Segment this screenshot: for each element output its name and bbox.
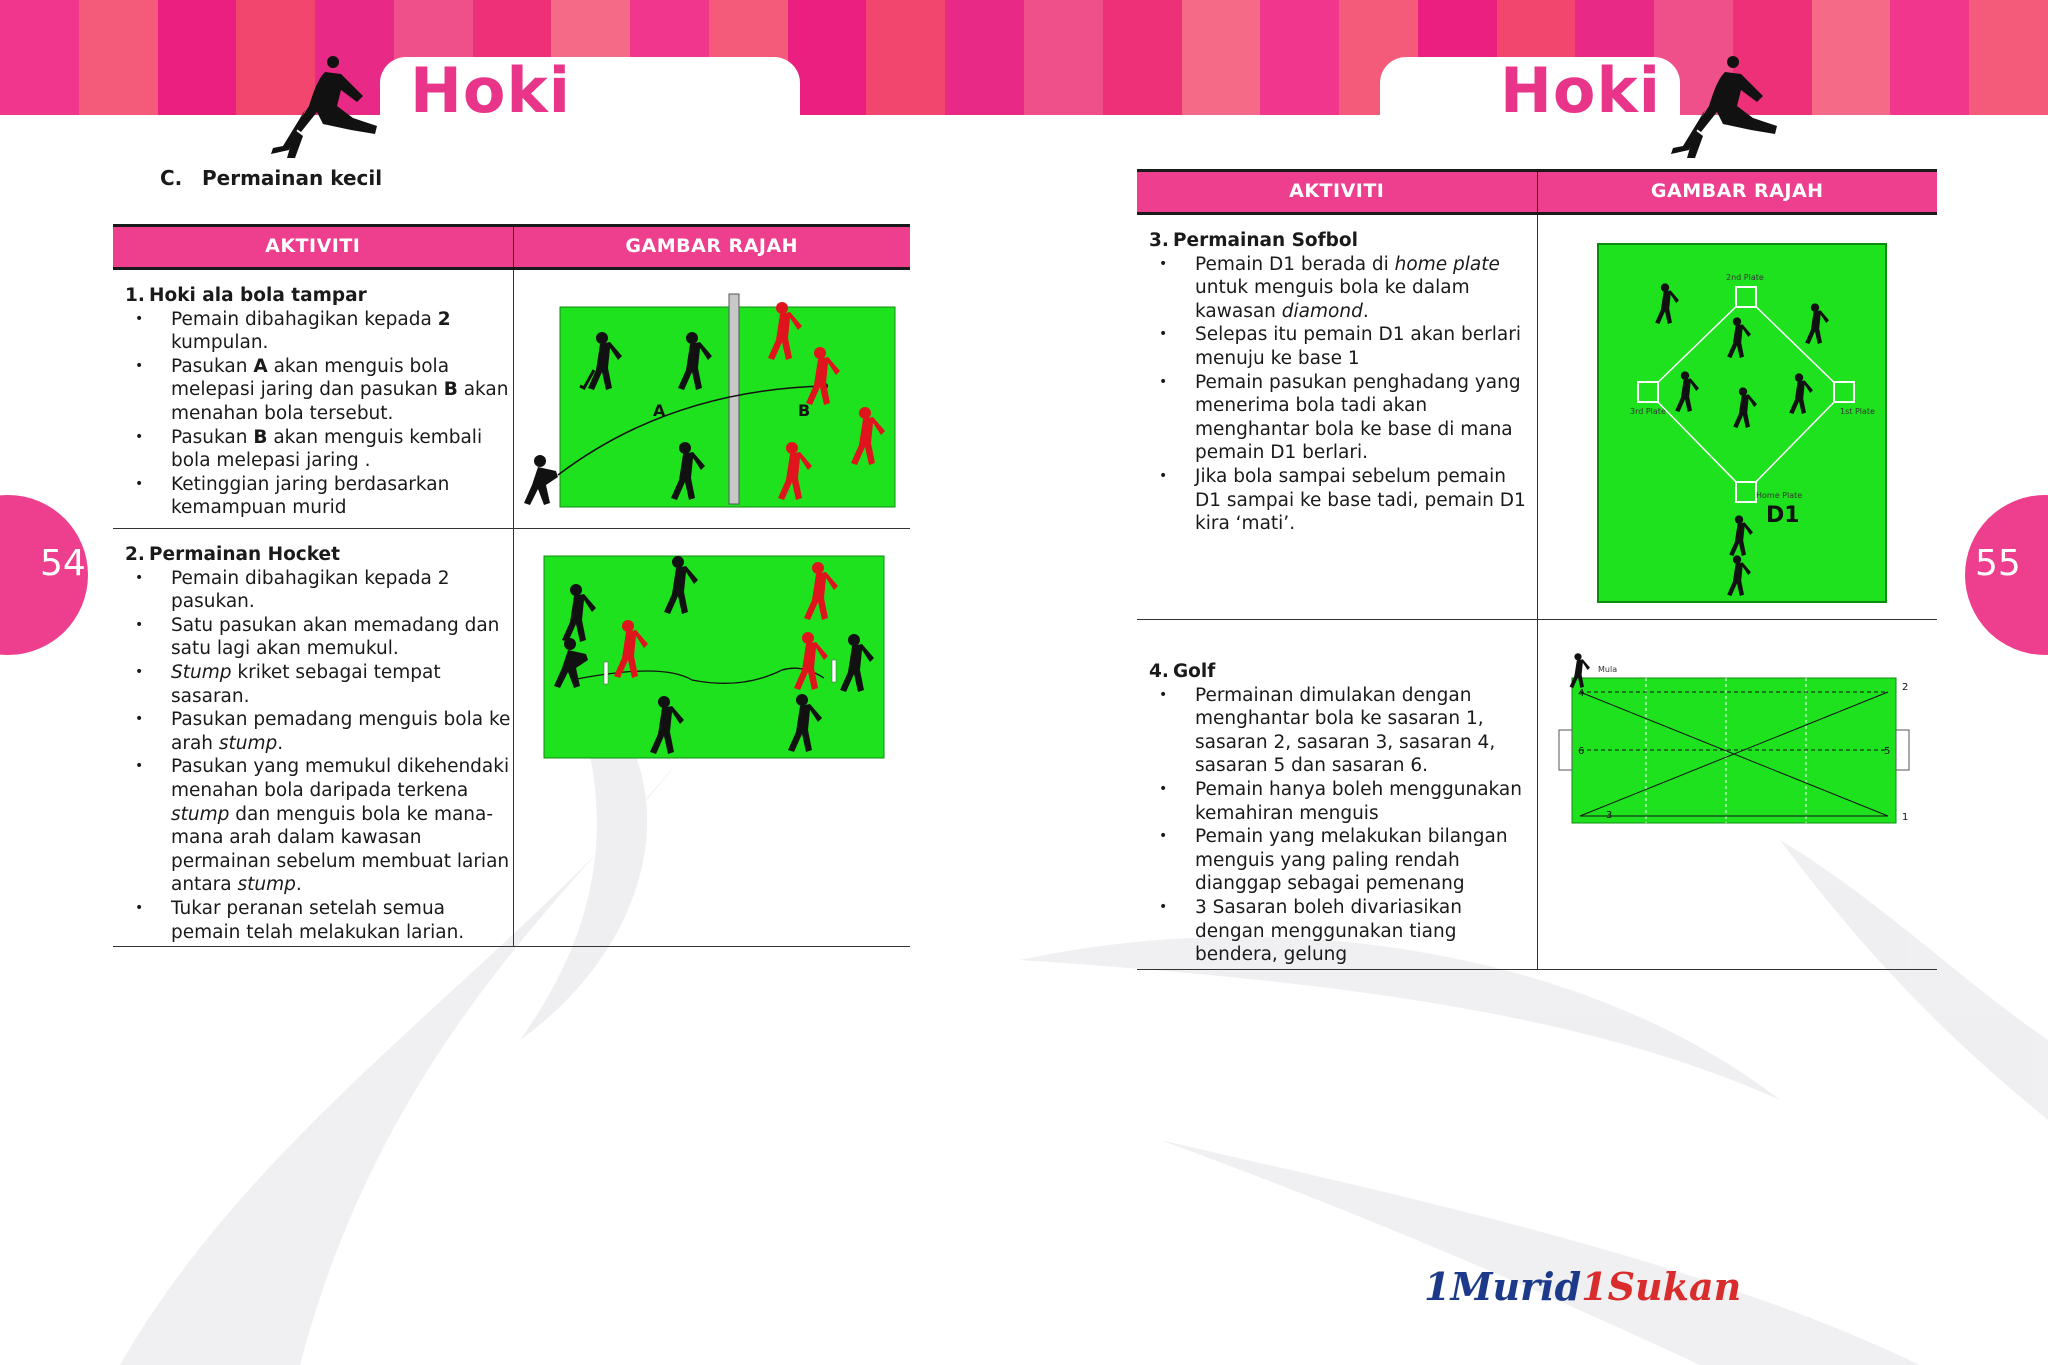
activity-title: 2. Permainan Hocket: [125, 544, 340, 565]
list-item: • 3 Sasaran boleh divariasikan dengan menggunakan tiang bendera, gelung: [1149, 896, 1537, 967]
header-stripe: [0, 0, 80, 115]
list-item: • Pemain dibahagikan kepada 2 kumpulan.: [125, 308, 513, 355]
section-letter: C.: [160, 166, 183, 190]
svg-text:6: 6: [1578, 746, 1585, 757]
activity-title: 1. Hoki ala bola tampar: [125, 285, 367, 306]
svg-text:1: 1: [1902, 812, 1909, 823]
header-stripe: [158, 0, 238, 115]
svg-text:3: 3: [1606, 810, 1613, 821]
header-gambar-rajah: GAMBAR RAJAH: [513, 226, 910, 269]
header-stripe: [79, 0, 159, 115]
start-label: Mula: [1598, 665, 1618, 674]
second-plate-label: 2nd Plate: [1726, 273, 1764, 282]
player-d1-label: D1: [1766, 503, 1800, 528]
activity-title: 3. Permainan Sofbol: [1149, 230, 1358, 251]
list-item: • Pemain D1 berada di home plate untuk menguis bola ke dalam kawasan diamond.: [1149, 253, 1537, 324]
header-stripe: [1812, 0, 1892, 115]
header-stripe: [1103, 0, 1183, 115]
golf-diagram: [1556, 650, 1916, 828]
list-item: • Pasukan B akan menguis kembali bola melepasi jaring .: [125, 426, 513, 473]
activity-title: 4. Golf: [1149, 661, 1216, 682]
svg-text:4: 4: [1578, 688, 1585, 699]
volleyball-hockey-diagram: [520, 290, 900, 515]
header-gambar-rajah: GAMBAR RAJAH: [1537, 171, 1937, 214]
list-item: • Pasukan pemadang menguis bola ke arah stump.: [125, 708, 513, 755]
activity-cell: [1137, 620, 1537, 970]
page-number-left: 54: [0, 495, 88, 655]
activity-points: [1149, 253, 1537, 536]
header-stripe: [1890, 0, 1970, 115]
list-item: • Pemain pasukan penghadang yang menerima bola tadi akan menghantar bola ke base di mana pemain D1 berlari.: [1149, 371, 1537, 465]
table-header-row: [1137, 171, 1937, 214]
list-item: • Pemain hanya boleh menggunakan kemahiran menguis: [1149, 778, 1537, 825]
list-item: • Pasukan yang memukul dikehendaki menahan bola daripada terkena stump dan menguis bola ke mana-mana arah dalam kawasan permainan sebelum membuat larian antara stump.: [125, 755, 513, 897]
header-aktiviti: AKTIVITI: [113, 226, 513, 269]
list-item: • Pemain yang melakukan bilangan menguis yang paling rendah dianggap sebagai pemenang: [1149, 825, 1537, 896]
first-plate-label: 1st Plate: [1840, 407, 1875, 416]
header-stripe: [1260, 0, 1340, 115]
activity-points: [1149, 684, 1537, 967]
list-item: • Ketinggian jaring berdasarkan kemampuan murid: [125, 473, 513, 520]
softball-diamond-diagram: [1596, 242, 1888, 604]
home-plate-label: Home Plate: [1756, 491, 1803, 500]
header-stripe: [1024, 0, 1104, 115]
list-item: • Tukar peranan setelah semua pemain telah melakukan larian.: [125, 897, 513, 944]
list-item: • Pemain dibahagikan kepada 2 pasukan.: [125, 567, 513, 614]
activity-cell: [113, 529, 513, 947]
hocket-diagram: [542, 552, 887, 762]
activity-cell: [1137, 214, 1537, 620]
list-item: • Satu pasukan akan memadang dan satu lagi akan memukul.: [125, 614, 513, 661]
section-heading: [160, 166, 382, 190]
list-item: • Selepas itu pemain D1 akan berlari menuju ke base 1: [1149, 323, 1537, 370]
list-item: • Permainan dimulakan dengan menghantar bola ke sasaran 1, sasaran 2, sasaran 3, sasaran 4, sasaran 5 dan sasaran 6.: [1149, 684, 1537, 778]
svg-text:2: 2: [1902, 682, 1909, 693]
hockey-player-logo-left: [265, 50, 385, 160]
page-title-right: Hoki: [1500, 54, 1661, 127]
table-header-row: [113, 226, 910, 269]
activity-cell: [113, 269, 513, 529]
hockey-player-logo-right: [1665, 50, 1785, 160]
page-title-left: Hoki: [410, 54, 571, 127]
activity-points: [125, 567, 513, 945]
header-stripe: [866, 0, 946, 115]
list-item: • Stump kriket sebagai tempat sasaran.: [125, 661, 513, 708]
team-a-label: A: [653, 401, 666, 420]
header-stripe: [945, 0, 1025, 115]
activity-points: [125, 308, 513, 520]
svg-text:5: 5: [1884, 746, 1891, 757]
third-plate-label: 3rd Plate: [1630, 407, 1666, 416]
page-number-right: 55: [1965, 495, 2048, 655]
header-aktiviti: AKTIVITI: [1137, 171, 1537, 214]
list-item: • Pasukan A akan menguis bola melepasi jaring dan pasukan B akan menahan bola tersebut.: [125, 355, 513, 426]
header-stripe: [1969, 0, 2048, 115]
header-stripe: [1182, 0, 1262, 115]
list-item: • Jika bola sampai sebelum pemain D1 sampai ke base tadi, pemain D1 kira ‘mati’.: [1149, 465, 1537, 536]
team-b-label: B: [798, 401, 811, 420]
brand-logo-1murid-1sukan: 1Murid1Sukan: [1424, 1264, 1742, 1309]
section-title: Permainan kecil: [202, 166, 383, 190]
